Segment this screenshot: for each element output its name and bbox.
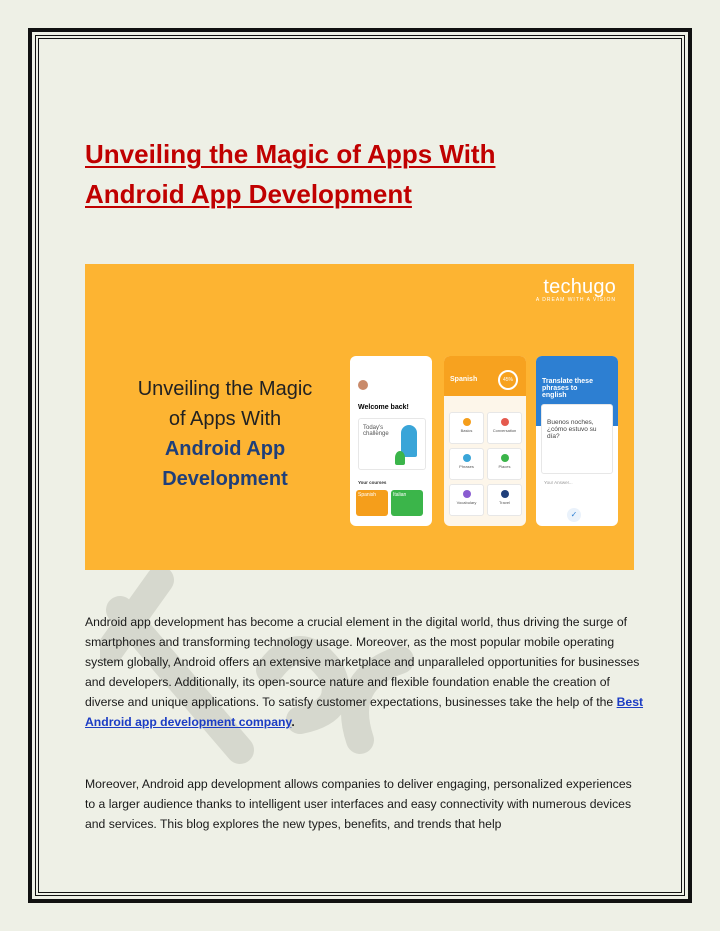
paragraph-second: [85, 774, 645, 834]
phone2-tile: [487, 484, 522, 516]
phone1-challenge-card: [358, 418, 426, 470]
lesson-icon: [501, 490, 509, 498]
paragraph-intro-period: .: [291, 715, 295, 729]
avatar: [358, 380, 368, 390]
phone2-progress-ring: 45%: [498, 370, 518, 390]
phone2-tile-label: Places: [498, 464, 511, 469]
banner-heading-line-2: of Apps With: [168, 408, 282, 430]
lesson-icon: [463, 418, 471, 426]
lesson-icon: [463, 490, 471, 498]
phone-mockup-lessons: [444, 356, 526, 526]
phone2-tile: [487, 412, 522, 444]
techugo-logo: [536, 276, 616, 303]
lesson-icon: [501, 418, 509, 426]
phone2-tile-label: Conversation: [492, 428, 517, 433]
phone2-tile: [449, 448, 484, 480]
phone-mockup-translate: [536, 356, 618, 526]
lesson-icon: [501, 454, 509, 462]
logo-tagline: A DREAM WITH A VISION: [535, 297, 616, 303]
phone2-tile-label: Travel: [499, 500, 510, 505]
paragraph-intro-text: Android app development has become a crucial element in the digital world, thus driving the surge of smartphones and transforming technology usage. Moreover, as the most popular mobile operating system globally, Android offers an extensive marketplace and unparalleled opportunities for businesses and developers. Additionally, its open-source nature and flexible foundation enable the creation of diverse and unique applications. To satisfy customer expectations, businesses take the help of the: [85, 615, 640, 709]
phone1-course-chip-spanish: Spanish: [356, 490, 388, 516]
phone2-header: [444, 356, 526, 396]
phone1-courses-label: Your courses: [358, 480, 387, 485]
check-icon: ✓: [567, 508, 581, 522]
logo-wordmark: techugo: [543, 276, 616, 298]
phone2-language: Spanish: [450, 376, 478, 383]
phone2-tile: [449, 484, 484, 516]
document-title: [85, 134, 645, 214]
banner-heading-line-1: Unveiling the Magic: [137, 378, 313, 400]
phone3-phrase: Buenos noches, ¿cómo estuvo su día?: [547, 419, 597, 440]
paragraph-second-text: Moreover, Android app development allows companies to deliver engaging, personalized experiences to a larger audience thanks to intelligent user interfaces and easy connectivity with numerous devices and services. This blog explores the new types, benefits, and trends that help: [85, 777, 632, 831]
phone1-challenge-text: Today's challenge: [363, 425, 389, 437]
banner-heading-line-4: Development: [162, 468, 288, 490]
phone3-prompt: Translate these phrases to english: [542, 378, 593, 399]
phone2-tile: [449, 412, 484, 444]
hero-banner-image: [85, 264, 634, 570]
best-android-company-link[interactable]: Best Android app development company: [85, 695, 644, 729]
phone1-course-chip-italian: Italian: [391, 490, 423, 516]
phone3-answer-placeholder: Your Answer...: [544, 480, 573, 485]
paragraph-intro: [85, 612, 645, 732]
phone1-welcome: Welcome back!: [358, 404, 409, 411]
phone2-tile-label: Basics: [460, 428, 473, 433]
banner-heading: [107, 374, 343, 494]
phone2-tile-label: Vocabulary: [456, 500, 477, 505]
banner-heading-line-3: Android App: [164, 438, 286, 460]
plant-illustration-icon: [395, 451, 405, 465]
lesson-icon: [463, 454, 471, 462]
phone2-tile-label: Phrases: [459, 464, 474, 469]
phone2-tile: [487, 448, 522, 480]
phone-mockup-dashboard: [350, 356, 432, 526]
document-title-line-2: Android App Development: [85, 179, 412, 209]
phone3-phrase-card: [541, 404, 613, 474]
document-title-line-1: Unveiling the Magic of Apps With: [85, 139, 496, 169]
